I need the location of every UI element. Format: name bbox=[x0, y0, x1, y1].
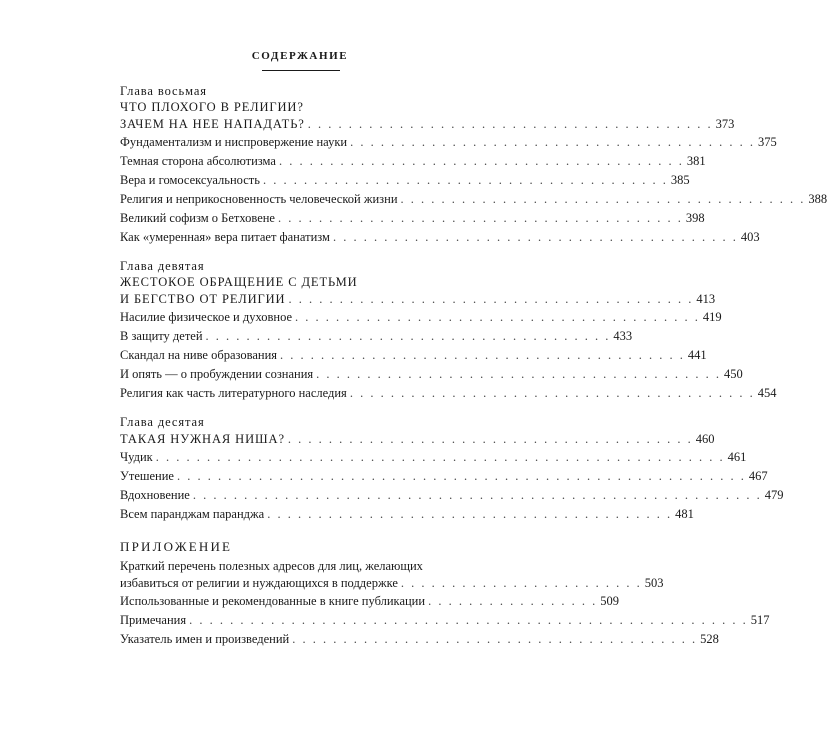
page-number: 375 bbox=[758, 135, 777, 149]
entry-title-row bbox=[120, 575, 664, 592]
page-title: СОДЕРЖАНИЕ bbox=[251, 50, 349, 62]
page-number: 419 bbox=[702, 310, 722, 324]
entry-title: Утешение bbox=[120, 469, 174, 483]
page-number: 373 bbox=[715, 117, 735, 131]
leader-dots: . . . . . . . . . . . . . . . . . . . . . . . . . . . . . . . . . . . . . . . . bbox=[292, 632, 698, 646]
leader-dots: . . . . . . . . . . . . . . . . . . . . . . . . . . . . . . . . . . . . . . . . bbox=[205, 329, 611, 343]
toc-entry[interactable] bbox=[120, 505, 694, 524]
page-number: 517 bbox=[750, 613, 770, 627]
chapter-label: Глава восьмая bbox=[120, 84, 207, 98]
page-number: 467 bbox=[748, 469, 768, 483]
chapter-title-line: ЖЕСТОКОЕ ОБРАЩЕНИЕ С ДЕТЬМИ bbox=[120, 275, 358, 289]
toc-entry[interactable] bbox=[120, 228, 760, 247]
page-number: 385 bbox=[670, 173, 690, 187]
entry-title: Как «умеренная» вера питает фанатизм bbox=[120, 230, 330, 244]
page-number: 481 bbox=[675, 507, 694, 521]
page-number: 381 bbox=[686, 154, 706, 168]
page-number: 528 bbox=[700, 632, 719, 646]
leader-dots: . . . . . . . . . . . . . . . . . . . . . . . . . . . . . . . . . . . . . . . . . . . . . . . . . . . . . . . bbox=[189, 613, 748, 627]
toc-entry[interactable] bbox=[120, 308, 722, 327]
entry-title: Фундаментализм и ниспровержение науки bbox=[120, 135, 348, 149]
page-number: 403 bbox=[740, 230, 760, 244]
leader-dots: . . . . . . . . . . . . . . . . . . . . . . . . . . . . . . . . . . . . . . . . bbox=[262, 173, 668, 187]
entry-title: Примечания bbox=[120, 613, 187, 627]
leader-dots: . . . . . . . . . . . . . . . . . . . . . . . . . . . . . . . . . . . . . . . . bbox=[400, 192, 806, 206]
leader-dots: . . . . . . . . . . . . . . . . . . . . . . . . bbox=[400, 576, 642, 590]
title-divider bbox=[262, 70, 340, 71]
entry-title: Религия и неприкосновенность человеческой жизни bbox=[120, 192, 398, 206]
entry-title: Великий софизм о Бетховене bbox=[120, 211, 275, 225]
entry-title: Вдохновение bbox=[120, 488, 190, 502]
leader-dots: . . . . . . . . . . . . . . . . . . . . . . . . . . . . . . . . . . . . . . . . bbox=[332, 230, 738, 244]
entry-title: Использованные и рекомендованные в книге публикации bbox=[120, 594, 426, 608]
chapter-title-line: ЧТО ПЛОХОГО В РЕЛИГИИ? bbox=[120, 100, 304, 114]
leader-dots: . . . . . . . . . . . . . . . . . . . . . . . . . . . . . . . . . . . . . . . . bbox=[267, 507, 673, 521]
entry-title-line: избавиться от религии и нуждающихся в поддержке bbox=[120, 576, 398, 590]
entry-title: Темная сторона абсолютизма bbox=[120, 154, 276, 168]
toc-entry[interactable] bbox=[120, 209, 705, 228]
leader-dots: . . . . . . . . . . . . . . . . . . . . . . . . . . . . . . . . . . . . . . . . bbox=[287, 432, 693, 446]
chapter-9 bbox=[120, 259, 777, 403]
chapter-title-last: ЗАЧЕМ НА НЕЕ НАПАДАТЬ? bbox=[120, 117, 305, 131]
leader-dots: . . . . . . . . . . . . . . . . . bbox=[428, 594, 598, 608]
page-number: 388 bbox=[808, 192, 827, 206]
chapter-title-last: ТАКАЯ НУЖНАЯ НИША? bbox=[120, 432, 285, 446]
toc-entry[interactable] bbox=[120, 133, 777, 152]
leader-dots: . . . . . . . . . . . . . . . . . . . . . . . . . . . . . . . . . . . . . . . . . . . . . . . . . . . . . . . . bbox=[192, 488, 762, 502]
leader-dots: . . . . . . . . . . . . . . . . . . . . . . . . . . . . . . . . . . . . . . . . bbox=[295, 310, 700, 324]
toc-entry[interactable] bbox=[120, 384, 777, 403]
appendix-label: ПРИЛОЖЕНИЕ bbox=[120, 539, 233, 554]
chapter-8 bbox=[120, 84, 827, 247]
appendix-entry-multiline[interactable] bbox=[120, 558, 664, 592]
entry-title: Чудик bbox=[120, 450, 153, 464]
toc-entry[interactable] bbox=[120, 486, 784, 505]
page-number: 479 bbox=[764, 488, 784, 502]
chapter-10 bbox=[120, 415, 784, 524]
toc-entry[interactable] bbox=[120, 327, 633, 346]
entry-title: Насилие физическое и духовное bbox=[120, 310, 293, 324]
page-number: 441 bbox=[687, 348, 707, 362]
entry-title-line: Краткий перечень полезных адресов для лиц, желающих bbox=[120, 559, 423, 573]
page-number: 460 bbox=[695, 432, 715, 446]
page-number: 413 bbox=[696, 292, 716, 306]
entry-title: В защиту детей bbox=[120, 329, 203, 343]
entry-title: Скандал на ниве образования bbox=[120, 348, 278, 362]
entry-title: Указатель имен и произведений bbox=[120, 632, 290, 646]
chapter-label: Глава девятая bbox=[120, 259, 205, 273]
leader-dots: . . . . . . . . . . . . . . . . . . . . . . . . . . . . . . . . . . . . . . . . bbox=[278, 154, 684, 168]
toc-entry[interactable] bbox=[120, 152, 706, 171]
toc-entry[interactable] bbox=[120, 448, 747, 467]
page-number: 450 bbox=[724, 367, 743, 381]
leader-dots: . . . . . . . . . . . . . . . . . . . . . . . . . . . . . . . . . . . . . . . . bbox=[277, 211, 683, 225]
toc-entry[interactable] bbox=[120, 592, 619, 611]
page-number: 454 bbox=[757, 386, 777, 400]
entry-title: Всем паранджам паранджа bbox=[120, 507, 265, 521]
leader-dots: . . . . . . . . . . . . . . . . . . . . . . . . . . . . . . . . . . . . . . . . bbox=[288, 292, 694, 306]
entry-title: И опять — о пробуждении сознания bbox=[120, 367, 314, 381]
leader-dots: . . . . . . . . . . . . . . . . . . . . . . . . . . . . . . . . . . . . . . . . bbox=[350, 135, 755, 149]
leader-dots: . . . . . . . . . . . . . . . . . . . . . . . . . . . . . . . . . . . . . . . . . . . . . . . . . . . . . . . . bbox=[176, 469, 746, 483]
leader-dots: . . . . . . . . . . . . . . . . . . . . . . . . . . . . . . . . . . . . . . . . bbox=[316, 367, 722, 381]
entry-title: Вера и гомосексуальность bbox=[120, 173, 260, 187]
entry-title: Религия как часть литературного наследия bbox=[120, 386, 347, 400]
chapter-label: Глава десятая bbox=[120, 415, 205, 429]
toc-entry[interactable] bbox=[120, 611, 770, 630]
toc-entry[interactable] bbox=[120, 171, 690, 190]
page-number: 461 bbox=[727, 450, 747, 464]
chapter-title-last: И БЕГСТВО ОТ РЕЛИГИИ bbox=[120, 292, 286, 306]
leader-dots: . . . . . . . . . . . . . . . . . . . . . . . . . . . . . . . . . . . . . . . . . . . . . . . . . . . . . . . . bbox=[155, 450, 725, 464]
leader-dots: . . . . . . . . . . . . . . . . . . . . . . . . . . . . . . . . . . . . . . . . bbox=[307, 117, 713, 131]
page-number: 503 bbox=[644, 576, 664, 590]
toc-entry[interactable] bbox=[120, 346, 707, 365]
leader-dots: . . . . . . . . . . . . . . . . . . . . . . . . . . . . . . . . . . . . . . . . bbox=[349, 386, 755, 400]
chapter-title-row[interactable] bbox=[120, 430, 715, 448]
table-of-contents bbox=[120, 84, 827, 661]
page-number: 398 bbox=[685, 211, 705, 225]
toc-entry[interactable] bbox=[120, 190, 827, 209]
toc-entry[interactable] bbox=[120, 365, 743, 384]
toc-entry[interactable] bbox=[120, 467, 768, 486]
toc-entry[interactable] bbox=[120, 630, 719, 649]
chapter-title-row[interactable] bbox=[120, 290, 716, 308]
page-number: 509 bbox=[600, 594, 619, 608]
appendix bbox=[120, 536, 770, 649]
chapter-title-row[interactable] bbox=[120, 115, 735, 133]
page-number: 433 bbox=[613, 329, 633, 343]
leader-dots: . . . . . . . . . . . . . . . . . . . . . . . . . . . . . . . . . . . . . . . . bbox=[280, 348, 685, 362]
